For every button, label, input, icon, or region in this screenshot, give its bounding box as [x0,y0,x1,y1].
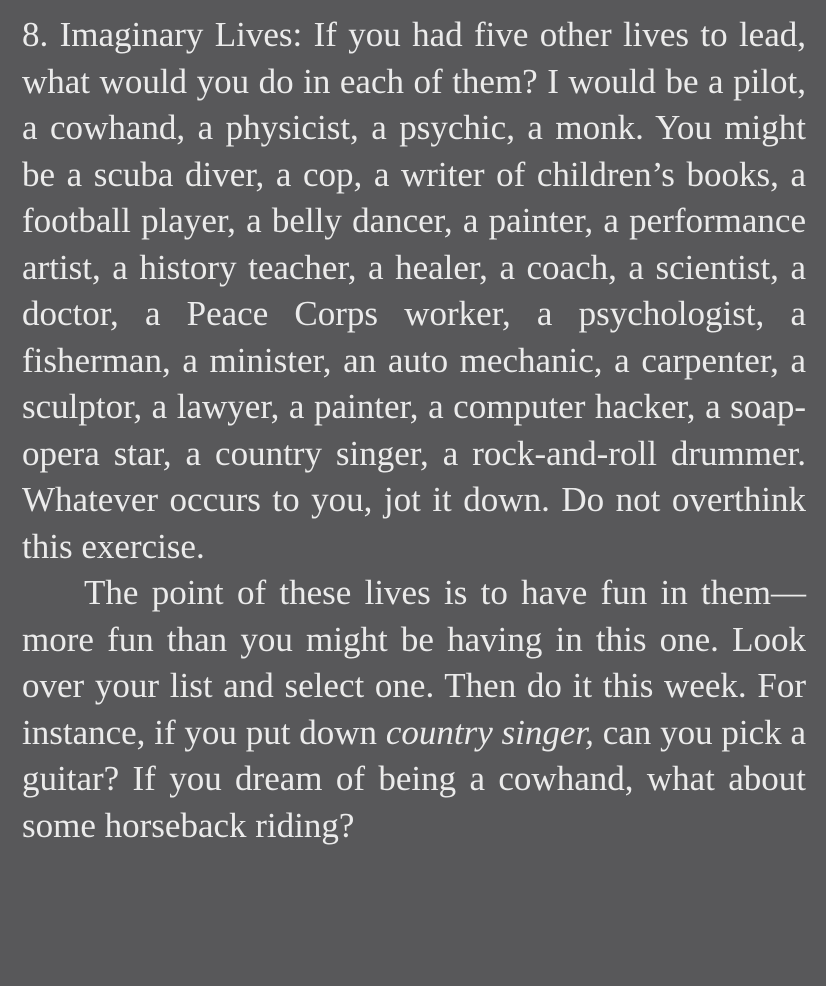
exercise-paragraph-1: 8. Imaginary Lives: If you had five other lives to lead, what would you do in each of them? I would be a pilot, a cowhand, a physicist, a psychic, a monk. You might be a scuba diver, a cop, a writer of children’s books, a football player, a belly dancer, a painter, a performance artist, a history teacher, a healer, a coach, a scientist, a doctor, a Peace Corps worker, a psychologist, a fisherman, a minister, an auto mechanic, a carpenter, a sculptor, a lawyer, a painter, a computer hacker, a soap-opera star, a country singer, a rock-and-roll drummer. Whatever occurs to you, jot it down. Do not overthink this exercise. [22,15,806,566]
paragraph-2-emphasis: country singer, [385,712,594,752]
paragraph-2-text-after: can you pick a guitar? If you dream of being a cowhand, what about some horseback riding? [22,712,806,845]
paragraph-2-text-before: The point of these lives is to have fun in them—more fun than you might be having in this one. Look over your list and select one. Then do it this week. For instance, if you put down [22,573,806,752]
exercise-paragraph-2 [22,570,806,849]
